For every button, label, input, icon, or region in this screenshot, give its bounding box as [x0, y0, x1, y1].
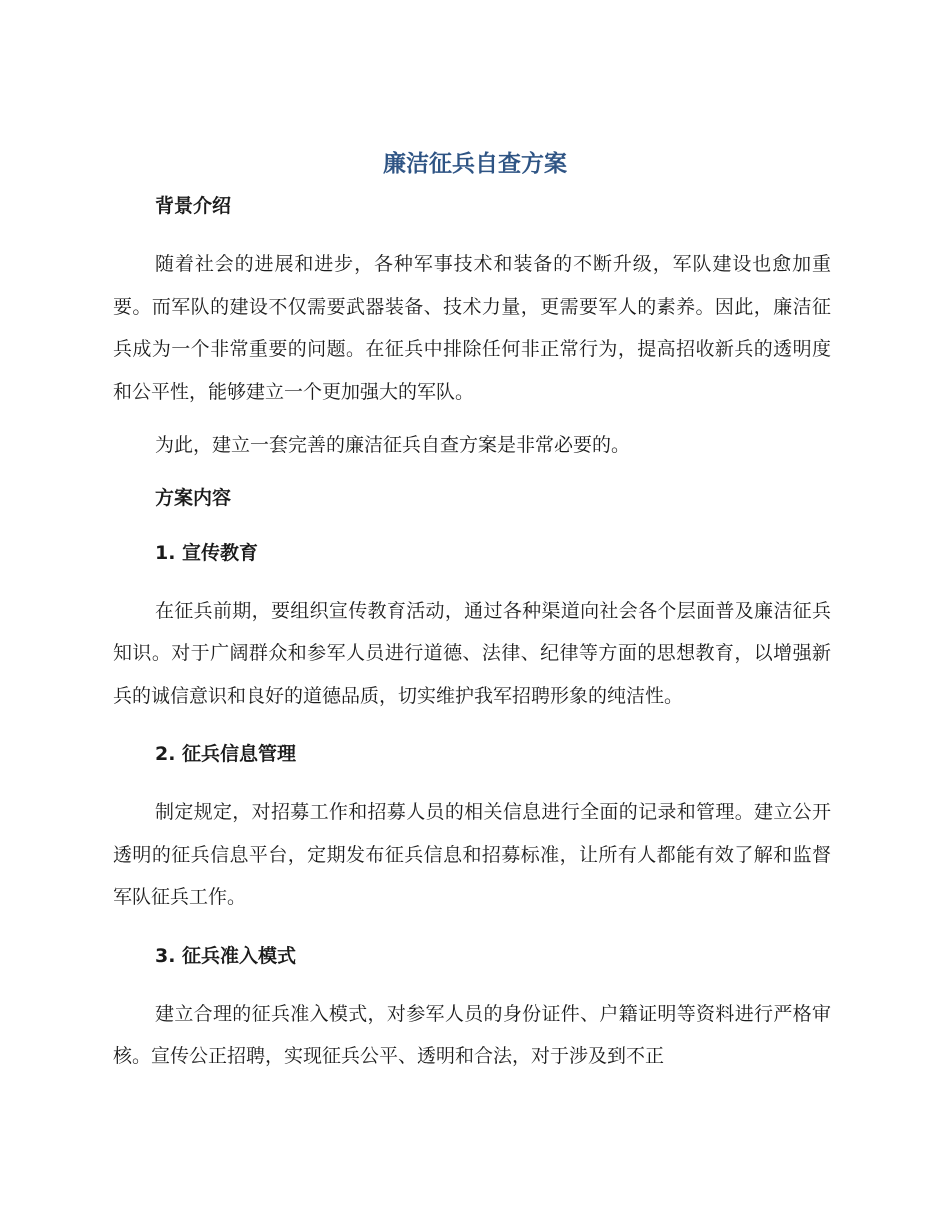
section-heading-background: 背景介绍	[155, 195, 232, 217]
section-heading-plan: 方案内容	[155, 486, 232, 509]
subsection-heading-admission: 3. 征兵准入模式	[155, 944, 297, 967]
subsection-paragraph-info-management: 制定规定，对招募工作和招募人员的相关信息进行全面的记录和管理。建立公开透明的征兵信息平台，定期发布征兵信息和招募标准，让所有人都能有效了解和监督军队征兵工作。	[113, 801, 831, 908]
document-title: 廉洁征兵自查方案	[383, 151, 567, 177]
document-body	[113, 188, 831, 1078]
subsection-heading-publicity: 1. 宣传教育	[155, 541, 259, 564]
subsection-paragraph-admission: 建立合理的征兵准入模式，对参军人员的身份证件、户籍证明等资料进行严格审核。宣传公正招聘，实现征兵公平、透明和合法，对于涉及到不正	[113, 1002, 831, 1067]
subsection-paragraph-publicity: 在征兵前期，要组织宣传教育活动，通过各种渠道向社会各个层面普及廉洁征兵知识。对于广阔群众和参军人员进行道德、法律、纪律等方面的思想教育，以增强新兵的诚信意识和良好的道德品质，切实维护我军招聘形象的纯洁性。	[113, 599, 831, 707]
background-paragraph-1: 随着社会的进展和进步，各种军事技术和装备的不断升级，军队建设也愈加重要。而军队的建设不仅需要武器装备、技术力量，更需要军人的素养。因此，廉洁征兵成为一个非常重要的问题。在征兵中排除任何非正常行为，提高招收新兵的透明度和公平性，能够建立一个更加强大的军队。	[113, 253, 831, 403]
subsection-heading-info-management: 2. 征兵信息管理	[155, 743, 297, 765]
background-paragraph-2: 为此，建立一套完善的廉洁征兵自查方案是非常必要的。	[155, 434, 631, 456]
